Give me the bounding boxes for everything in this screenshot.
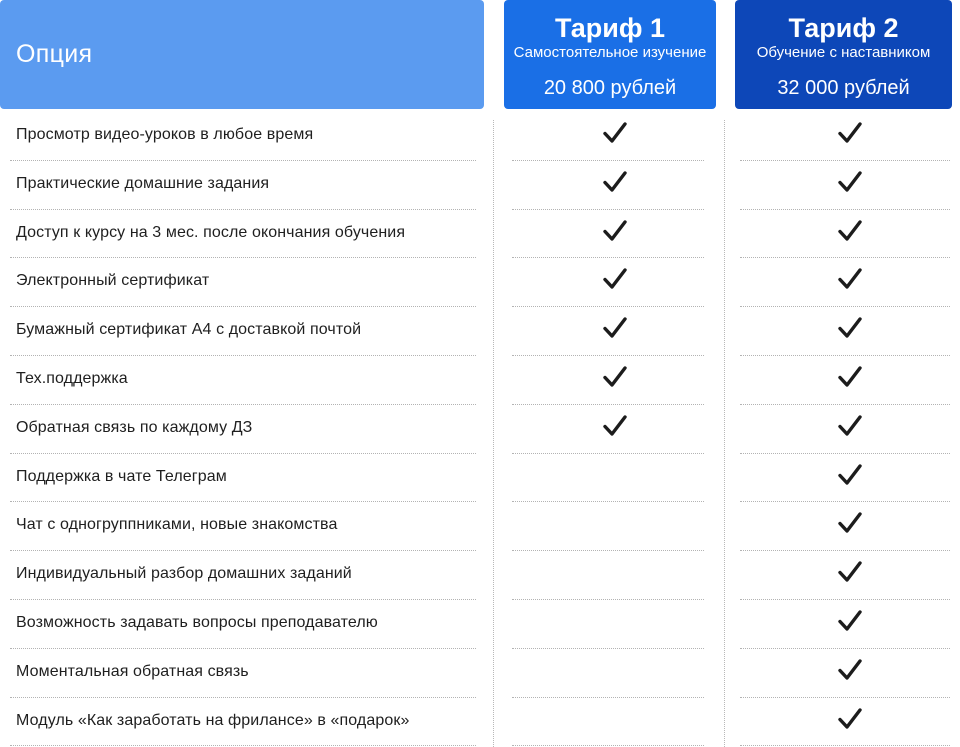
check-icon (837, 462, 863, 488)
table-row (0, 405, 960, 454)
table-row (0, 600, 960, 649)
plan-2-header[interactable] (735, 0, 952, 109)
check-icon (837, 559, 863, 585)
check-icon (602, 218, 628, 244)
plan-2-name: Тариф 2 (788, 13, 899, 43)
table-row (0, 551, 960, 600)
check-icon (602, 413, 628, 439)
check-icon (837, 120, 863, 146)
check-icon (602, 120, 628, 146)
table-row (0, 356, 960, 405)
plan-1-name: Тариф 1 (554, 13, 666, 43)
check-icon (602, 169, 628, 195)
feature-label: Электронный сертификат (16, 272, 210, 290)
check-icon (602, 266, 628, 292)
feature-label: Индивидуальный разбор домашних заданий (16, 565, 352, 583)
table-row (0, 454, 960, 503)
feature-label: Возможность задавать вопросы преподавателю (16, 613, 378, 631)
plan-2-description: Обучение с наставником (756, 44, 931, 61)
feature-label: Обратная связь по каждому ДЗ (16, 418, 253, 436)
feature-label: Доступ к курсу на 3 мес. после окончания обучения (16, 223, 406, 241)
check-icon (602, 364, 628, 390)
table-row (0, 307, 960, 356)
check-icon (837, 266, 863, 292)
check-icon (837, 657, 863, 683)
table-row (0, 210, 960, 259)
check-icon (837, 510, 863, 536)
feature-label: Практические домашние задания (16, 174, 270, 192)
check-icon (602, 315, 628, 341)
feature-table (0, 112, 960, 746)
option-header-label: Опция (16, 40, 93, 68)
row-divider (740, 745, 950, 746)
feature-label: Моментальная обратная связь (16, 662, 249, 680)
plan-1-header[interactable] (504, 0, 716, 109)
plan-1-description: Самостоятельное изучение (513, 44, 707, 61)
check-icon (837, 315, 863, 341)
table-row (0, 258, 960, 307)
table-row (0, 502, 960, 551)
table-row (0, 161, 960, 210)
row-divider (512, 745, 704, 746)
feature-label: Поддержка в чате Телеграм (16, 467, 227, 485)
check-icon (837, 364, 863, 390)
feature-label: Бумажный сертификат А4 с доставкой почтой (16, 321, 362, 339)
plan-1-price: 20 800 рублей (543, 77, 677, 99)
table-row (0, 698, 960, 747)
feature-label: Просмотр видео-уроков в любое время (16, 126, 314, 143)
option-column-header (0, 0, 484, 109)
table-row (0, 112, 960, 161)
check-icon (837, 169, 863, 195)
check-icon (837, 608, 863, 634)
feature-label: Модуль «Как заработать на фрилансе» в «подарок» (16, 711, 410, 729)
check-icon (837, 218, 863, 244)
table-row (0, 649, 960, 698)
row-divider (10, 745, 476, 746)
plan-2-price: 32 000 рублей (777, 77, 910, 99)
feature-label: Чат с одногруппниками, новые знакомства (16, 516, 338, 534)
feature-label: Тех.поддержка (16, 369, 128, 387)
check-icon (837, 706, 863, 732)
check-icon (837, 413, 863, 439)
